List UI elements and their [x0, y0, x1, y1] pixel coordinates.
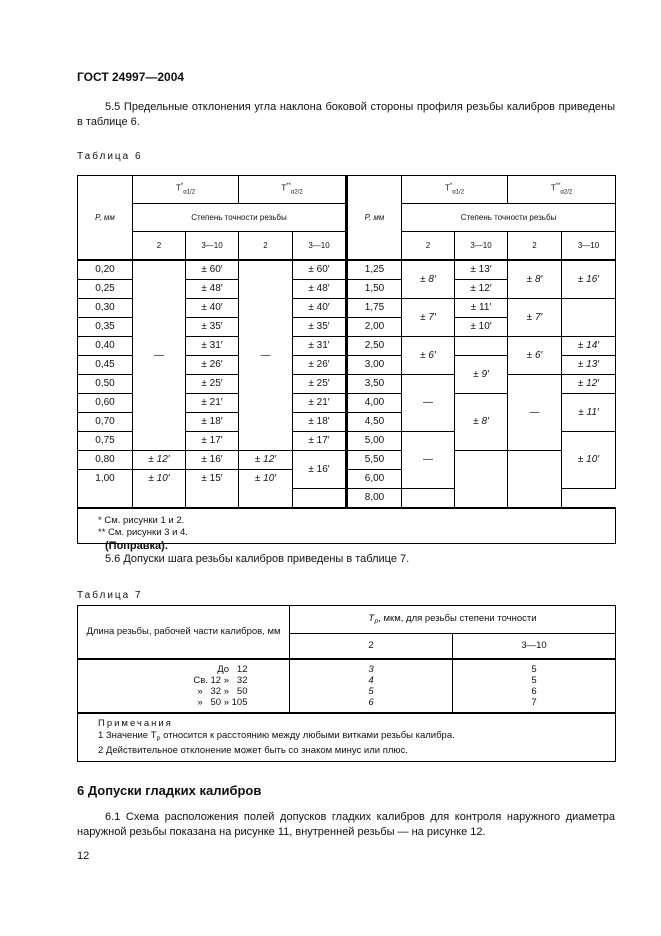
t7-value: 5 — [531, 663, 537, 675]
t6-cell: ± 8′ — [508, 260, 562, 299]
document-header: ГОСТ 24997—2004 — [77, 70, 185, 84]
t6-cell: ± 17′ — [186, 431, 239, 450]
t7-deg: 3—10 — [453, 634, 616, 659]
t6-cell: ± 25′ — [186, 374, 239, 393]
t6-header-t1-left: $T^*_{\alpha 1/2}$ — [133, 176, 239, 204]
t6-cell: ± 10′ — [133, 469, 186, 508]
t7-header-length: Длина резьбы, рабочей части калибров, мм — [78, 606, 290, 659]
t6-cell: 2,00 — [347, 317, 402, 336]
t6-cell: ± 13′ — [455, 260, 508, 280]
t6-cell: ± 26′ — [293, 355, 347, 374]
t7-value: 6 — [368, 696, 374, 708]
t6-deg: 2 — [239, 232, 293, 260]
t6-cell: 4,00 — [347, 393, 402, 412]
t7-values-2 — [290, 659, 453, 713]
t6-deg: 2 — [133, 232, 186, 260]
t6-empty — [293, 488, 347, 508]
t6-empty — [562, 298, 616, 336]
t7-value: 5 — [368, 685, 374, 697]
t6-cell: ± 31′ — [293, 336, 347, 355]
table6-caption: Таблица 6 — [77, 151, 143, 162]
table7-caption: Таблица 7 — [77, 590, 143, 601]
t6-cell: ± 35′ — [186, 317, 239, 336]
t6-cell: 0,50 — [78, 374, 133, 393]
paragraph-6-1-text: 6.1 Схема расположения полей допусков гладких калибров для контроля наружного диаметра наружной резьбы показана на рисунке 11, внутренней резьбы — на рисунке 12. — [77, 811, 615, 838]
t7-length: » 32 » 50 — [197, 685, 248, 697]
t6-cell: ± 12′ — [455, 279, 508, 298]
t6-cell: ± 21′ — [186, 393, 239, 412]
t7-notes-title: Примечания — [98, 717, 173, 729]
t6-cell: 0,40 — [78, 336, 133, 355]
t6-cell: ± 60′ — [186, 260, 239, 280]
t6-cell: 2,50 — [347, 336, 402, 355]
t6-cell: ± 11′ — [562, 393, 616, 431]
t6-cell: 3,50 — [347, 374, 402, 393]
t6-cell: ± 13′ — [562, 355, 616, 374]
table-7 — [77, 605, 616, 762]
t6-cell: ± 21′ — [293, 393, 347, 412]
t6-cell: ± 17′ — [293, 431, 347, 450]
t6-dash: — — [133, 260, 186, 451]
t6-footnotes — [78, 508, 616, 544]
t7-length: » 50 » 105 — [197, 696, 248, 708]
t6-cell: ± 48′ — [186, 279, 239, 298]
t6-cell: ± 11′ — [455, 298, 508, 317]
t7-length: До 12 — [217, 663, 248, 675]
t6-cell: ± 16′ — [293, 450, 347, 488]
t6-footnote-2: ** См. рисунки 3 и 4. — [98, 526, 188, 538]
t7-lengths — [78, 659, 290, 713]
t6-cell: ± 25′ — [293, 374, 347, 393]
t6-cell: 0,25 — [78, 279, 133, 298]
t6-cell: ± 35′ — [293, 317, 347, 336]
t6-cell: 1,25 — [347, 260, 402, 280]
t6-cell: 6,00 — [347, 469, 402, 488]
t6-cell: 0,20 — [78, 260, 133, 280]
t6-deg: 3—10 — [562, 232, 616, 260]
t6-cell: ± 48′ — [293, 279, 347, 298]
paragraph-6-1 — [77, 810, 615, 840]
t6-dash: — — [402, 374, 455, 431]
t6-footnote-1: * См. рисунки 1 и 2. — [98, 514, 185, 526]
t6-cell: ± 7′ — [402, 298, 455, 336]
t6-cell: 5,50 — [347, 450, 402, 469]
t6-header-t2-right: $T^{**}_{\alpha 2/2}$ — [508, 176, 616, 204]
t6-cell: ± 18′ — [293, 412, 347, 431]
t6-cell: ± 7′ — [508, 298, 562, 336]
t7-values-310 — [453, 659, 616, 713]
t6-cell: ± 14′ — [562, 336, 616, 355]
t6-cell: 8,00 — [347, 488, 402, 508]
t7-notes — [78, 713, 616, 762]
t6-deg: 2 — [402, 232, 455, 260]
t6-cell: ± 9′ — [455, 355, 508, 393]
t6-cell: ± 8′ — [455, 393, 508, 450]
t6-header-t2-left: $T^{**}_{\alpha 2/2}$ — [239, 176, 347, 204]
t6-deg: 3—10 — [455, 232, 508, 260]
t6-cell: 1,75 — [347, 298, 402, 317]
t6-accuracy-right: Степень точности резьбы — [402, 204, 616, 232]
t6-cell: ± 60′ — [293, 260, 347, 280]
t6-cell: ± 40′ — [293, 298, 347, 317]
table-6 — [77, 175, 616, 544]
t7-value: 4 — [368, 674, 374, 686]
t6-cell: ± 12′ — [239, 450, 293, 469]
t6-cell: ± 16′ — [562, 260, 616, 299]
t6-empty — [508, 450, 562, 508]
paragraph-5-6: 5.6 Допуски шага резьбы калибров приведены в таблице 7. — [105, 553, 410, 565]
t6-cell: 0,45 — [78, 355, 133, 374]
t7-value: 6 — [531, 685, 537, 697]
t6-cell: 0,80 — [78, 450, 133, 469]
t6-header-t1-right: $T^*_{\alpha 1/2}$ — [402, 176, 508, 204]
t6-cell: 1,50 — [347, 279, 402, 298]
t6-dash: — — [239, 260, 293, 451]
t6-cell: 0,75 — [78, 431, 133, 450]
t6-cell: ± 6′ — [402, 336, 455, 374]
section-6-title: 6 Допуски гладких калибров — [77, 783, 262, 798]
t6-dash: — — [508, 374, 562, 450]
correction-note: (Поправка). — [105, 540, 168, 552]
t6-cell: ± 31′ — [186, 336, 239, 355]
t6-empty — [455, 336, 508, 355]
t7-deg: 2 — [290, 634, 453, 659]
t6-cell: 0,70 — [78, 412, 133, 431]
t6-cell: ± 12′ — [562, 374, 616, 393]
t6-cell: ± 10′ — [562, 431, 616, 488]
t6-accuracy-left: Степень точности резьбы — [133, 204, 347, 232]
paragraph-5-5-text: 5.5 Предельные отклонения угла наклона боковой стороны профиля резьбы калибров приведены в таблице 6. — [77, 101, 615, 128]
t6-header-p-left: P, мм — [78, 176, 133, 260]
t6-cell: 0,30 — [78, 298, 133, 317]
t6-cell: ± 10′ — [239, 469, 293, 508]
t6-deg: 3—10 — [293, 232, 347, 260]
t6-cell: ± 18′ — [186, 412, 239, 431]
t6-cell: 0,35 — [78, 317, 133, 336]
t6-cell: ± 15′ — [186, 469, 239, 508]
t7-note-1: 1 Значение $T_P$ относится к расстоянию между любыми витками резьбы калибра. — [98, 729, 455, 743]
t6-cell: 5,00 — [347, 431, 402, 450]
t6-header-p-right: P, мм — [347, 176, 402, 260]
t6-cell: 3,00 — [347, 355, 402, 374]
t6-empty — [455, 450, 508, 508]
t7-length: Св. 12 » 32 — [193, 674, 248, 686]
t6-cell: ± 40′ — [186, 298, 239, 317]
t6-deg: 3—10 — [186, 232, 239, 260]
t6-cell: 4,50 — [347, 412, 402, 431]
t7-value: 5 — [531, 674, 537, 686]
t6-cell: ± 26′ — [186, 355, 239, 374]
t6-cell: ± 16′ — [186, 450, 239, 469]
t7-value: 7 — [531, 696, 537, 708]
t6-cell: ± 6′ — [508, 336, 562, 374]
t6-deg: 2 — [508, 232, 562, 260]
t6-cell: 1,00 — [78, 469, 133, 508]
t6-cell: ± 8′ — [402, 260, 455, 299]
t7-note-2: 2 Действительное отклонение может быть со знаком минус или плюс. — [98, 745, 408, 757]
t6-cell: ± 12′ — [133, 450, 186, 469]
page-number: 12 — [77, 850, 90, 862]
t7-header-tp: $T_P$, мкм, для резьбы степени точности — [290, 606, 616, 634]
paragraph-5-5 — [77, 100, 615, 130]
t6-cell: ± 10′ — [455, 317, 508, 336]
t6-cell: 0,60 — [78, 393, 133, 412]
t7-value: 3 — [368, 663, 374, 675]
t6-dash: — — [402, 431, 455, 488]
